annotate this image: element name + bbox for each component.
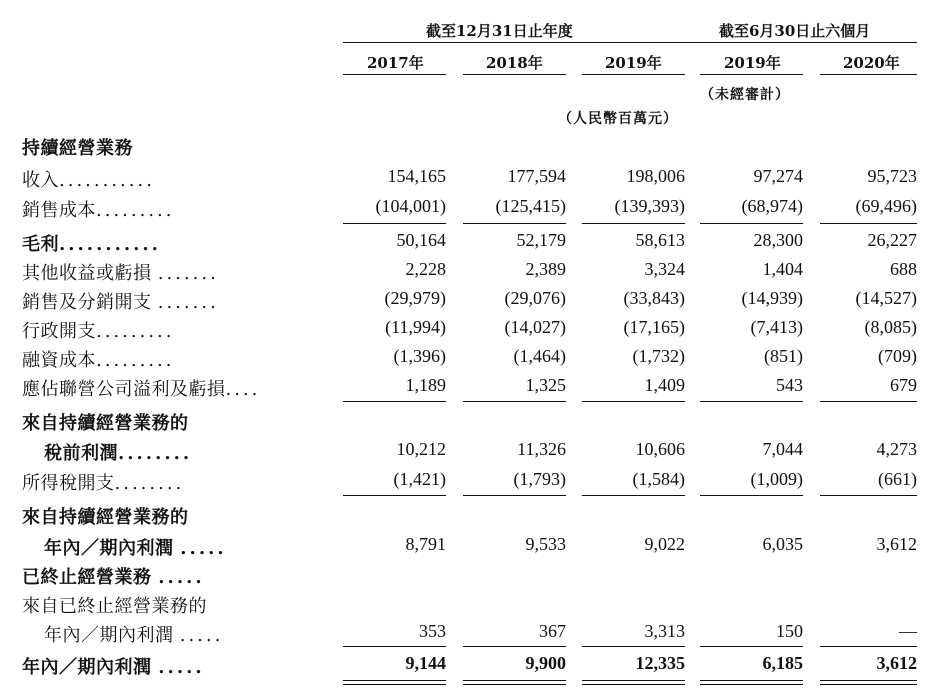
value-cell: 2,389 [525,259,566,279]
row-label: 融資成本......... [22,350,175,371]
value-cell: 9,533 [525,534,566,554]
group-header-full-year: 截至12月31日止年度 [426,22,573,40]
year-header-2019-h1: 2019年 [724,54,781,72]
total-double-rule [700,680,803,681]
subtotal-rule [700,495,803,496]
value-cell: (29,076) [504,288,566,308]
subtotal-rule [463,401,566,402]
value-cell: 10,212 [396,439,446,459]
row-label: 持續經營業務 [22,138,133,159]
total-double-rule [343,680,446,681]
value-cell: (709) [878,346,917,366]
value-cell: 1,404 [762,259,803,279]
subtotal-rule [582,495,685,496]
subtotal-rule [700,223,803,224]
value-cell: (7,413) [750,317,803,337]
subtotal-rule [582,646,685,647]
value-cell: 367 [539,621,566,641]
subtotal-rule [343,495,446,496]
row-label: 銷售及分銷開支 ....... [22,292,219,313]
subtotal-rule [582,223,685,224]
year-rule-2019 [582,74,685,75]
row-label: 行政開支......... [22,321,175,342]
row-label: 所得稅開支........ [22,473,185,494]
value-cell: (68,974) [741,196,803,216]
value-cell: 2,228 [405,259,446,279]
value-cell: (14,527) [855,288,917,308]
subtotal-rule [820,223,917,224]
value-cell: — [899,621,917,641]
subtotal-rule [343,646,446,647]
subtotal-rule [463,646,566,647]
row-label: 其他收益或虧損 ....... [22,263,219,284]
value-cell: (14,027) [504,317,566,337]
value-cell: (1,464) [513,346,566,366]
value-cell: (69,496) [855,196,917,216]
value-cell: 9,022 [644,534,685,554]
total-cell: 9,144 [405,653,446,673]
value-cell: 28,300 [753,230,803,250]
total-double-rule [343,684,446,685]
subtotal-rule [463,495,566,496]
value-cell: 95,723 [867,166,917,186]
subtotal-rule [463,223,566,224]
unaudited-note: （未經審計） [700,87,790,103]
value-cell: (1,009) [750,469,803,489]
value-cell: (1,584) [632,469,685,489]
value-cell: 177,594 [507,166,566,186]
header-rule-six-months [699,42,917,43]
value-cell: (1,421) [393,469,446,489]
total-cell: 6,185 [762,653,803,673]
row-label: 來自已終止經營業務的 [22,596,207,617]
value-cell: (17,165) [623,317,685,337]
value-cell: 58,613 [635,230,685,250]
year-rule-2017 [343,74,446,75]
value-cell: (851) [764,346,803,366]
value-cell: 26,227 [867,230,917,250]
value-cell: 6,035 [762,534,803,554]
row-label: 應佔聯營公司溢利及虧損.... [22,379,261,400]
value-cell: 679 [890,375,917,395]
subtotal-rule [820,646,917,647]
subtotal-rule [343,223,446,224]
value-cell: 154,165 [387,166,446,186]
total-double-rule [820,680,917,681]
value-cell: 1,409 [644,375,685,395]
value-cell: (11,994) [385,317,446,337]
value-cell: 3,324 [644,259,685,279]
value-cell: 1,189 [405,375,446,395]
value-cell: (661) [878,469,917,489]
total-cell: 12,335 [635,653,685,673]
year-header-2017: 2017年 [367,54,424,72]
row-label: 收入........... [22,170,155,191]
value-cell: 3,612 [876,534,917,554]
value-cell: 198,006 [626,166,685,186]
value-cell: 52,179 [516,230,566,250]
subtotal-rule [820,495,917,496]
row-label: 年內／期內利潤 ..... [44,625,224,646]
total-double-rule [463,680,566,681]
total-double-rule [820,684,917,685]
value-cell: 4,273 [876,439,917,459]
row-label: 銷售成本......... [22,200,175,221]
year-rule-2018 [463,74,566,75]
value-cell: 543 [776,375,803,395]
value-cell: 8,791 [405,534,446,554]
year-rule-2020-h1 [820,74,917,75]
row-label: 毛利........... [22,234,161,255]
value-cell: (1,396) [393,346,446,366]
subtotal-rule [700,646,803,647]
total-double-rule [582,680,685,681]
header-rule-full-year [343,42,707,43]
total-double-rule [463,684,566,685]
value-cell: 50,164 [396,230,446,250]
subtotal-rule [820,401,917,402]
value-cell: 150 [776,621,803,641]
value-cell: (14,939) [741,288,803,308]
year-header-2018: 2018年 [486,54,543,72]
value-cell: (8,085) [864,317,917,337]
total-double-rule [700,684,803,685]
value-cell: 7,044 [762,439,803,459]
subtotal-rule [700,401,803,402]
value-cell: 10,606 [635,439,685,459]
row-label: 年內／期內利潤 ..... [22,657,205,678]
value-cell: (29,979) [384,288,446,308]
value-cell: (125,415) [495,196,566,216]
value-cell: 353 [419,621,446,641]
value-cell: (33,843) [623,288,685,308]
total-cell: 3,612 [876,653,917,673]
currency-unit-note: （人民幣百萬元） [558,111,678,127]
row-label: 已終止經營業務 ..... [22,567,205,588]
row-label: 來自持續經營業務的 [22,413,189,434]
value-cell: 97,274 [753,166,803,186]
value-cell: (1,732) [632,346,685,366]
value-cell: (139,393) [614,196,685,216]
value-cell: 1,325 [525,375,566,395]
row-label: 年內／期內利潤 ..... [44,538,227,559]
year-header-2019: 2019年 [605,54,662,72]
row-label: 稅前利潤........ [44,443,193,464]
year-rule-2019-h1 [700,74,803,75]
value-cell: 688 [890,259,917,279]
subtotal-rule [343,401,446,402]
total-double-rule [582,684,685,685]
total-cell: 9,900 [525,653,566,673]
year-header-2020-h1: 2020年 [843,54,900,72]
value-cell: 11,326 [517,439,566,459]
row-label: 來自持續經營業務的 [22,507,189,528]
value-cell: (104,001) [375,196,446,216]
value-cell: 3,313 [644,621,685,641]
value-cell: (1,793) [513,469,566,489]
group-header-six-months: 截至6月30日止六個月 [719,22,871,40]
subtotal-rule [582,401,685,402]
